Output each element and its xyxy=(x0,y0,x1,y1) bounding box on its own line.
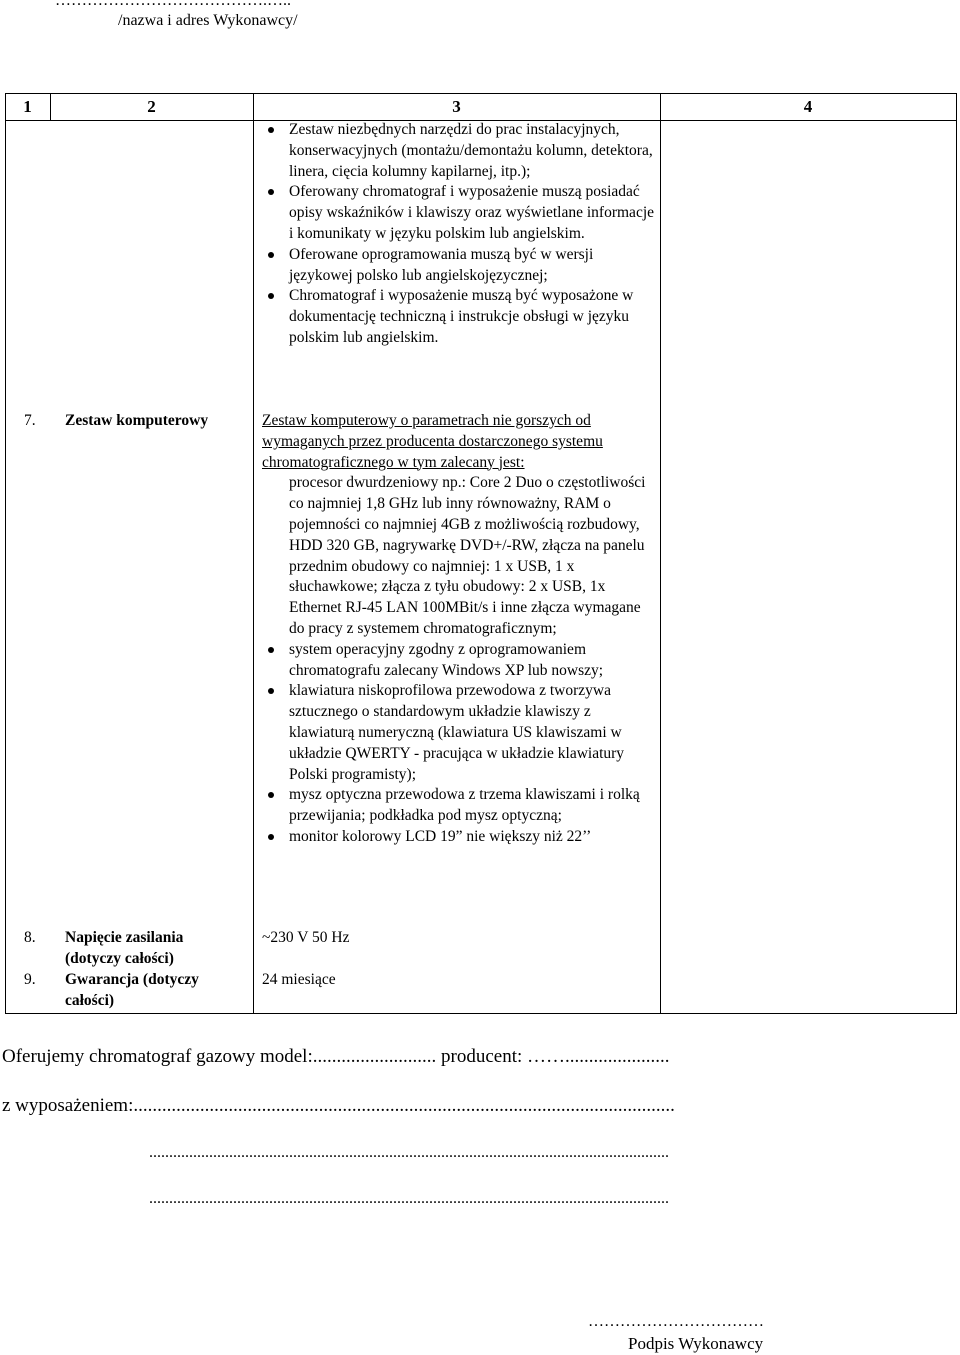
signature-dots: …………………………… xyxy=(588,1313,764,1330)
row7-requirements xyxy=(262,411,657,848)
col-divider-3 xyxy=(660,93,661,1014)
list-item: Zestaw niezbędnych narzędzi do prac instalacyjnych, konserwacyjnych (montażu/demontażu kolumn, detektora, linera, cięcia kolumny kapilarnej, itp.); xyxy=(262,120,657,182)
row7-first-item: procesor dwurdzeniowy np.: Core 2 Duo o częstotliwości co najmniej 1,8 GHz lub inny równoważny, RAM o pojemności co najmniej 4GB z możliwością rozbudowy, HDD 320 GB, nagrywarkę DVD+/-RW, złącza na panelu przednim obudowy co najmniej: 1 x USB, 1 x słuchawkowe; złącza z tyłu obudowy: 2 x USB, 1x Ethernet RJ-45 LAN 100MBit/s i inne złącza wymagane do pracy z systemem chromatograficznym; xyxy=(289,474,646,637)
row-name: Napięcie zasilania (dotyczy całości) xyxy=(65,929,184,967)
row-name: Gwarancja (dotyczy całości) xyxy=(65,971,199,1009)
col-header-4: 4 xyxy=(803,97,813,116)
spec-table xyxy=(5,93,957,1014)
list-item: klawiatura niskoprofilowa przewodowa z tworzywa sztucznego o standardowym układzie klawiszy z klawiaturą numeryczną (klawiatura US klawiszami w układzie QWERTY - pracująca w układzie klawiatury Polski programisty); xyxy=(262,681,657,785)
table-border-bottom xyxy=(5,1013,957,1014)
offer-dots-line: .................................................................................................................................. xyxy=(149,1190,669,1207)
header-dots: ………………………………….….. xyxy=(55,0,291,9)
continued-requirements xyxy=(262,120,657,349)
col-header-3: 3 xyxy=(452,97,461,116)
list-item: monitor kolorowy LCD 19” nie większy niż 22’’ xyxy=(262,827,657,848)
list-item: Oferowany chromatograf i wyposażenie muszą posiadać opisy wskaźników i klawiszy oraz wyświetlane informacje i komunikaty w języku polskim lub angielskim. xyxy=(262,182,657,244)
table-border-right xyxy=(956,93,957,1014)
col-divider-2 xyxy=(253,93,254,1014)
list-item: mysz optyczna przewodowa z trzema klawiszami i rolką przewijania; podkładka pod mysz optyczną; xyxy=(262,785,657,827)
list-item: Chromatograf i wyposażenie muszą być wyposażone w dokumentację techniczną i instrukcje obsługi w języku polskim lub angielskim. xyxy=(262,286,657,348)
row-number: 8. xyxy=(24,929,36,946)
list-item: system operacyjny zgodny z oprogramowaniem chromatografu zalecany Windows XP lub nowszy; xyxy=(262,640,657,682)
list-item: Oferowane oprogramowania muszą być w wersji językowej polsko lub angielskojęzycznej; xyxy=(262,245,657,287)
offer-equipment-line: z wyposażeniem:.................................................................................................................. xyxy=(2,1095,675,1116)
name-address-label: /nazwa i adres Wykonawcy/ xyxy=(118,12,298,29)
row-number: 9. xyxy=(24,971,36,988)
offer-dots-line: .................................................................................................................................. xyxy=(149,1144,669,1161)
col-header-2: 2 xyxy=(147,97,156,116)
table-border-left xyxy=(5,93,6,1014)
row8-value: ~230 V 50 Hz xyxy=(262,929,350,946)
row-number: 7. xyxy=(24,412,36,429)
row9-value: 24 miesiące xyxy=(262,971,336,988)
offer-model-line: Oferujemy chromatograf gazowy model:.......................... producent: ……...................... xyxy=(2,1046,670,1067)
row7-intro: Zestaw komputerowy o parametrach nie gorszych od wymaganych przez producenta dostarczonego systemu chromatograficznego w tym zalecany jest: xyxy=(262,412,603,471)
signature-label: Podpis Wykonawcy xyxy=(628,1334,764,1353)
row-name: Zestaw komputerowy xyxy=(65,412,209,429)
col-header-1: 1 xyxy=(23,97,32,116)
